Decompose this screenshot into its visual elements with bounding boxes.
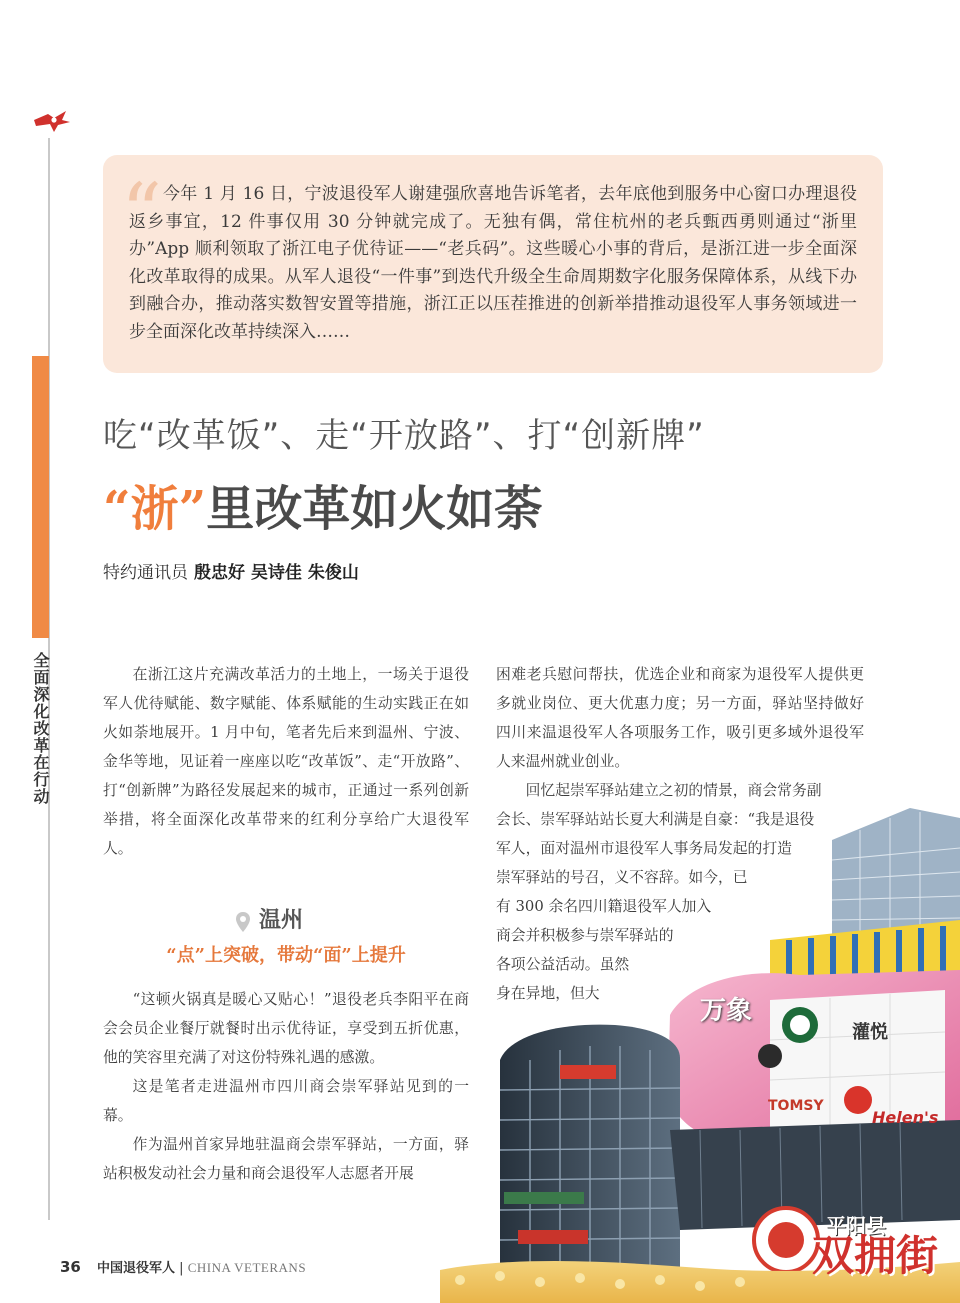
text-line: 身在异地，但大 xyxy=(496,985,600,1002)
photo-sign-county: 平阳县 xyxy=(826,1214,886,1238)
article-kicker: 吃“改革饭”、走“开放路”、打“创新牌” xyxy=(103,416,705,456)
article-headline xyxy=(103,478,542,540)
magazine-name: 中国退役军人 xyxy=(97,1261,176,1276)
byline-role: 特约通讯员 xyxy=(103,563,188,583)
text-line: 会长、崇军驿站站长夏大利满是自豪：“我是退役 xyxy=(496,811,815,828)
section-heading xyxy=(103,905,469,939)
text-line: 各项公益活动。虽然 xyxy=(496,956,630,973)
article-column-left xyxy=(103,660,469,1188)
headline-rest: 里改革如火如荼 xyxy=(206,481,543,537)
paragraph: 在浙江这片充满改革活力的土地上，一场关于退役军人优待赋能、数字赋能、体系赋能的生动实践正在如火如荼地展开。1 月中旬，笔者先后来到温州、宁波、金华等地，见证着一座座以吃“改革饭”、走“开放路”、打“创新牌”为路径发展起来的城市，正通过一系列创新举措，将全面深化改革带来的红利分享给广大退役军人。 xyxy=(103,666,469,857)
photo-sign-street: 双拥街 xyxy=(812,1231,939,1280)
quote-mark-icon: “ xyxy=(121,166,162,259)
paragraph: 这是笔者走进温州市四川商会崇军驿站见到的一幕。 xyxy=(103,1078,469,1124)
magazine-name-english: CHINA VETERANS xyxy=(187,1260,307,1275)
headline-accent: “浙” xyxy=(103,481,207,537)
photo-sign-shop: 灌悦 xyxy=(852,1022,888,1043)
intro-box xyxy=(103,155,883,373)
section-subtitle: “点”上突破，带动“面”上提升 xyxy=(166,945,406,966)
photo-sign-tomsy: TOMSY xyxy=(768,1098,824,1114)
byline-names: 殷忠好 吴诗佳 朱俊山 xyxy=(194,563,359,583)
paragraph: 作为温州首家异地驻温商会崇军驿站，一方面，驿站积极发动社会力量和商会退役军人志愿者开展 xyxy=(103,1136,469,1182)
photo-sign-helens: Helen's xyxy=(872,1108,939,1127)
section-side-label: 全面深化改革在行动 xyxy=(31,652,50,805)
section-city: 温州 xyxy=(259,907,304,933)
location-pin-icon xyxy=(235,911,251,933)
text-line: 军人，面对温州市退役军人事务局发起的打造 xyxy=(496,840,792,857)
intro-text: 今年 1 月 16 日，宁波退役军人谢建强欣喜地告诉笔者，去年底他到服务中心窗口办理退役返乡事宜，12 件事仅用 30 分钟就完成了。无独有偶，常住杭州的老兵甄西勇则通过“浙里办”App 顺利领取了浙江电子优待证——“老兵码”。这些暖心小事的背后，是浙江进一步全面深化改革取得的成果。从军人退役“一件事”到迭代升级全生命周期数字化服务保障体系，从线下办到融合办，推动落实数智安置等措施，浙江正以压茬推进的创新举措推动退役军人事务领域进一步全面深化改革持续深入…… xyxy=(129,184,857,342)
text-line: 崇军驿站的号召，义不容辞。如今，已 xyxy=(496,869,748,886)
paragraph: “这顿火锅真是暖心又贴心！”退役老兵李阳平在商会会员企业餐厅就餐时出示优待证，享受到五折优惠，他的笑容里充满了对这份特殊礼遇的感激。 xyxy=(103,991,469,1066)
photo-sign-mall: 万象 xyxy=(700,996,753,1026)
text-line: 商会并积极参与崇军驿站的 xyxy=(496,927,674,944)
page-number: 36 xyxy=(60,1258,81,1276)
footer-separator: | xyxy=(179,1261,184,1276)
text-line: 回忆起崇军驿站建立之初的情景，商会常务副 xyxy=(525,782,822,799)
paragraph: 困难老兵慰问帮扶，优选企业和商家为退役军人提供更多就业岗位、更大优惠力度；另一方面，驿站坚持做好四川来温退役军人各项服务工作，吸引更多域外退役军人来温州就业创业。 xyxy=(496,666,864,770)
page-footer xyxy=(60,1258,306,1278)
byline xyxy=(103,560,359,586)
text-line: 有 300 余名四川籍退役军人加入 xyxy=(496,898,712,915)
side-accent-bar xyxy=(32,356,49,638)
magazine-logo-icon xyxy=(32,108,72,134)
